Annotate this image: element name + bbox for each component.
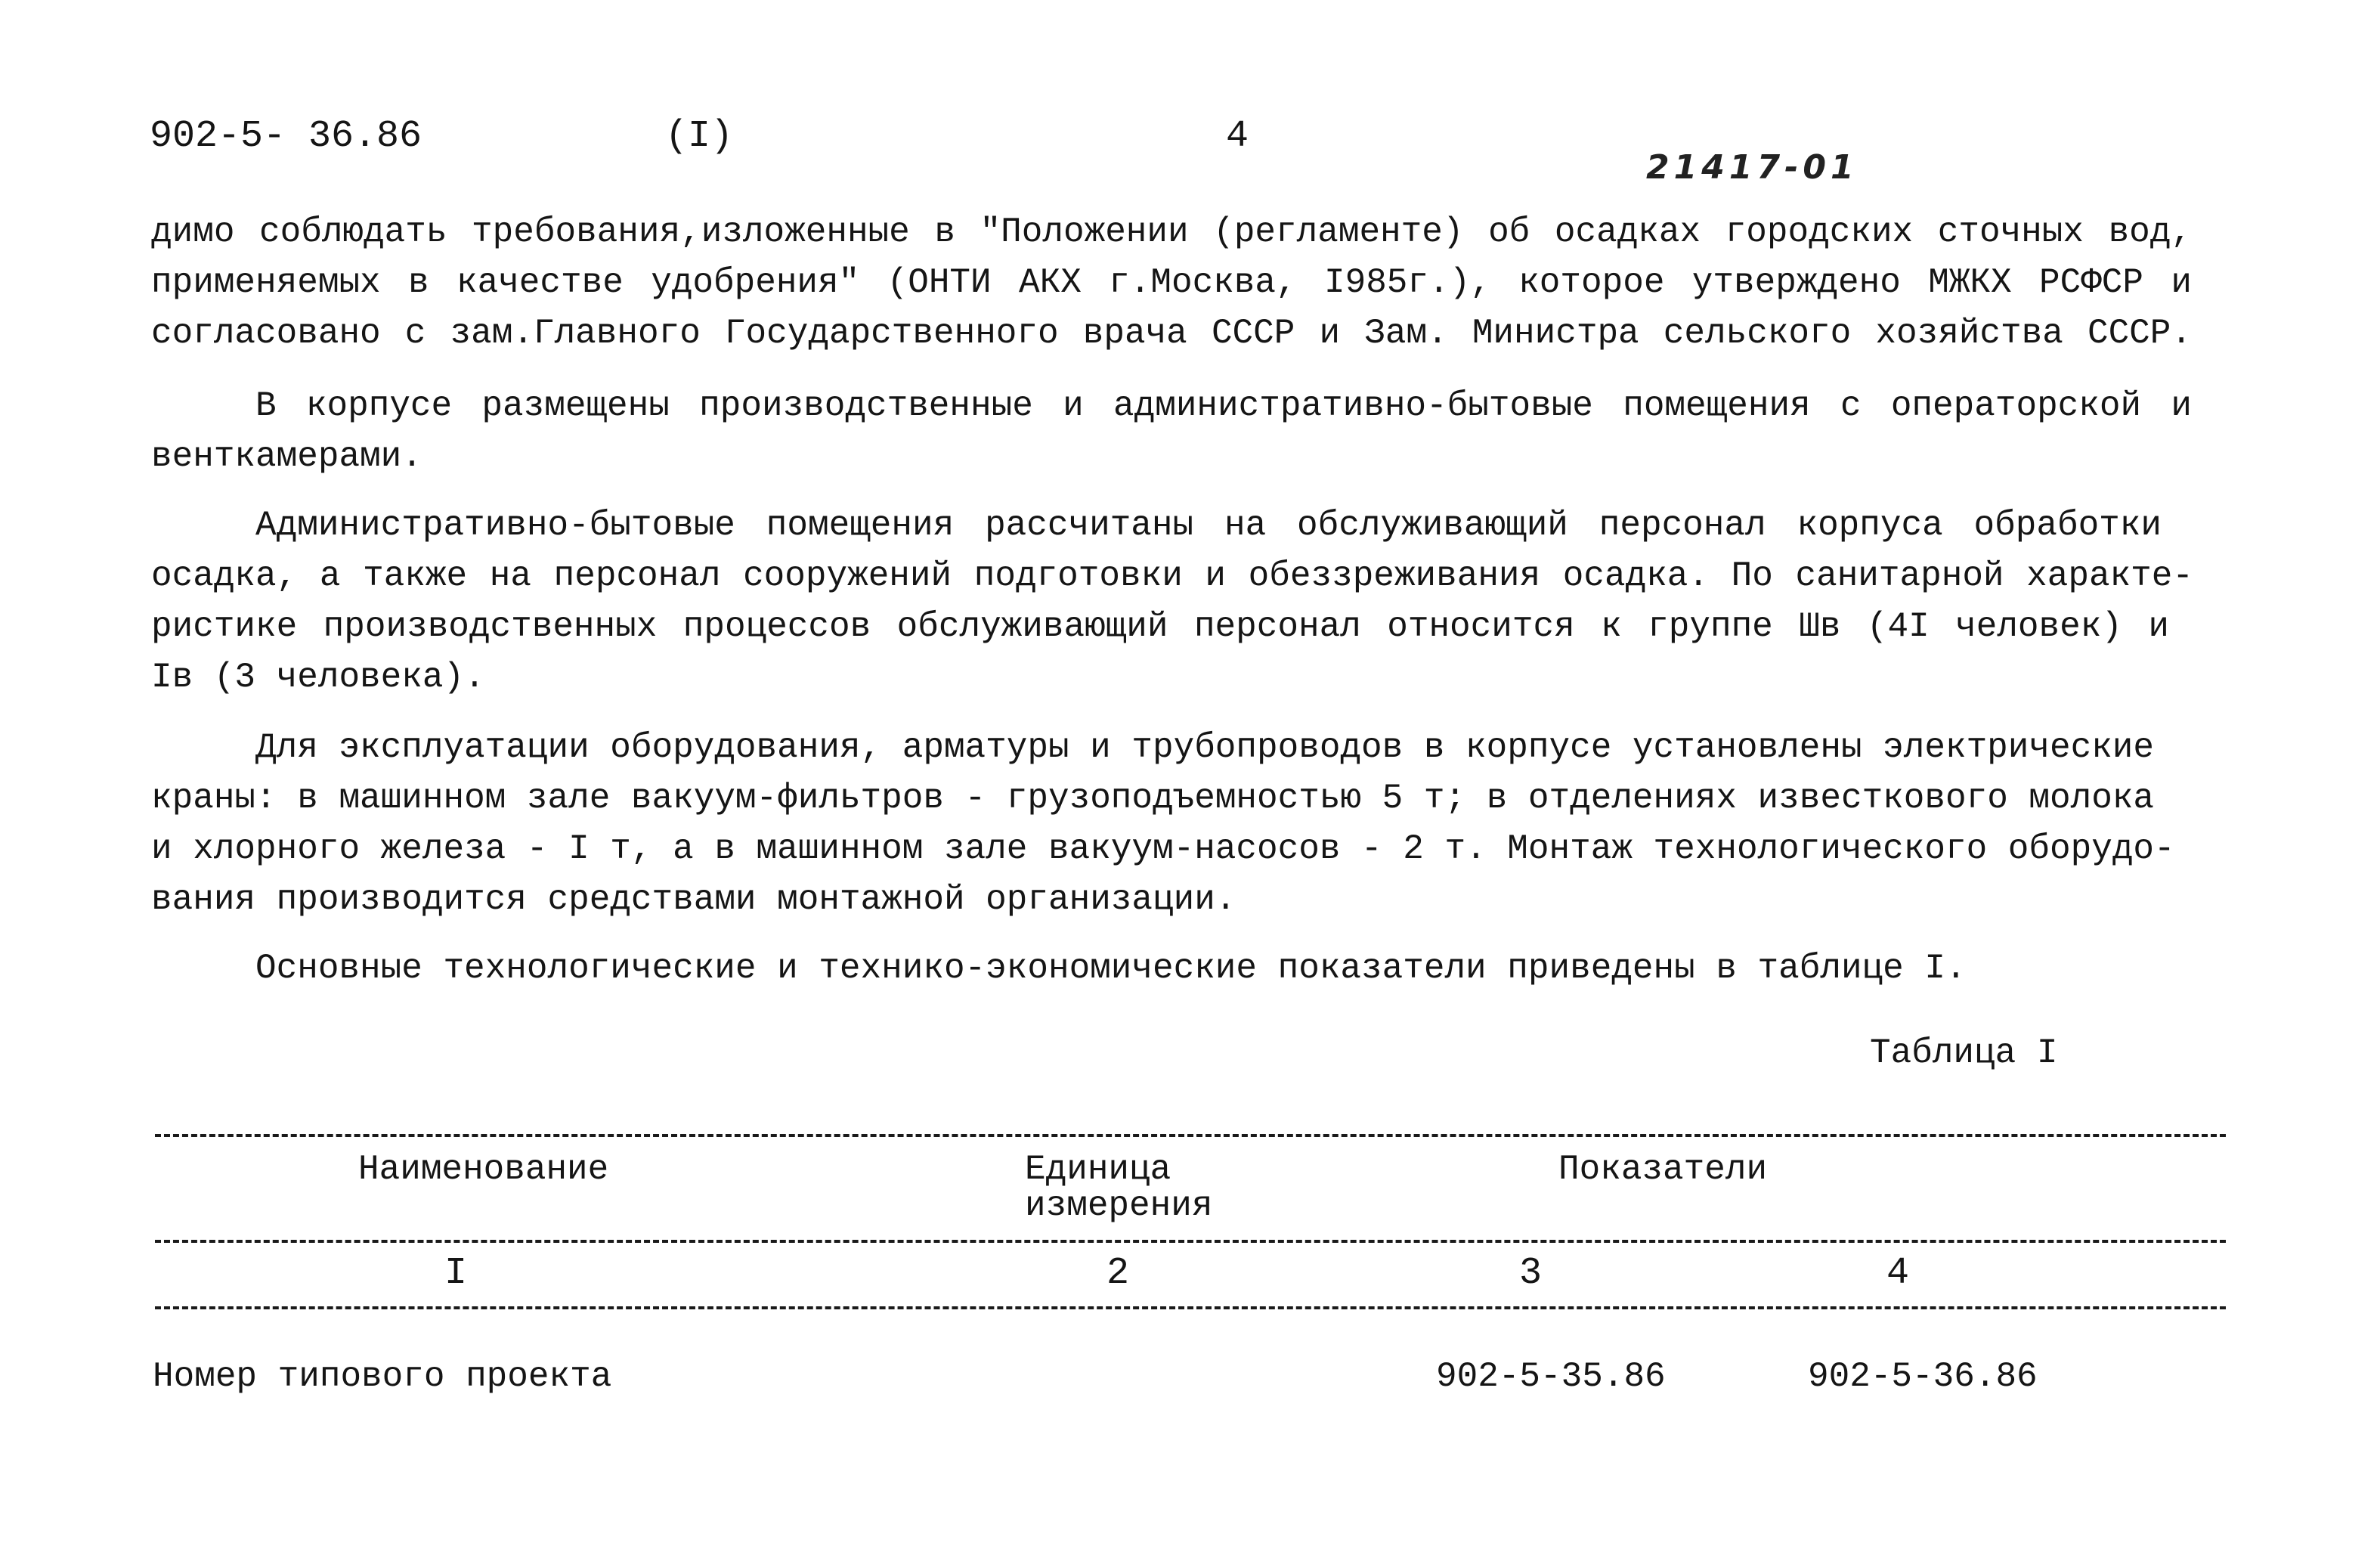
column-number-4: 4 [1886, 1252, 1910, 1295]
paragraph-4-line-2: краны: в машинном зале вакуум-фильтров - грузоподъемностью 5 т; в отделениях известкового молока [151, 779, 2155, 818]
paragraph-4-line-1: Для эксплуатации оборудования, арматуры и трубопроводов в корпусе установлены электрические [255, 728, 2155, 767]
paragraph-2-line-2: венткамерами. [151, 437, 422, 476]
column-header-unit-line-2: измерения [1025, 1186, 1213, 1225]
column-number-2: 2 [1106, 1252, 1130, 1295]
paragraph-3-line-2: осадка, а также на персонал сооружений подготовки и обеззреживания осадка. По санитарной характе- [151, 556, 2193, 596]
document-number: 902-5- 36.86 [150, 115, 422, 158]
document-part: (I) [665, 115, 734, 158]
paragraph-3-line-4: Iв (3 человека). [151, 658, 485, 697]
table-header-rule [155, 1240, 2226, 1243]
row-name: Номер типового проекта [153, 1357, 612, 1396]
table-caption: Таблица I [1870, 1033, 2058, 1073]
column-header-unit-line-1: Единица [1025, 1150, 1171, 1189]
table-top-rule [155, 1134, 2226, 1137]
column-number-3: 3 [1519, 1252, 1543, 1295]
page-number: 4 [1226, 115, 1249, 158]
paragraph-4-line-3: и хлорного железа - I т, а в машинном зале вакуум-насосов - 2 т. Монтаж технологического оборудо- [151, 829, 2175, 869]
paragraph-1-line-1: димо соблюдать требования,изложенные в "Положении (регламенте) об осадках городских сточных вод, [151, 212, 2192, 252]
inventory-stamp: 21417-01 [1646, 148, 1859, 187]
column-header-values: Показатели [1558, 1150, 1768, 1189]
paragraph-3-line-3: ристике производственных процессов обслуживающий персонал относится к группе Шв (4I человек) и [151, 607, 2169, 646]
paragraph-5-line-1: Основные технологические и технико-экономические показатели приведены в таблице I. [255, 949, 1967, 988]
row-value-3: 902-5-35.86 [1436, 1357, 1666, 1396]
paragraph-3-line-1: Административно-бытовые помещения рассчитаны на обслуживающий персонал корпуса обработки [255, 506, 2162, 545]
paragraph-1-line-2: применяемых в качестве удобрения" (ОНТИ АКХ г.Москва, I985г.), которое утверждено МЖКХ РСФСР и [151, 263, 2192, 302]
table-numbers-rule [155, 1306, 2226, 1309]
paragraph-2-line-1: В корпусе размещены производственные и административно-бытовые помещения с операторской и [255, 386, 2192, 426]
column-number-1: I [444, 1252, 468, 1295]
paragraph-4-line-4: вания производится средствами монтажной организации. [151, 880, 1236, 919]
row-value-4: 902-5-36.86 [1808, 1357, 2038, 1396]
column-header-name: Наименование [358, 1150, 609, 1189]
paragraph-1-line-3: согласовано с зам.Главного Государственного врача СССР и Зам. Министра сельского хозяйства СССР. [151, 314, 2192, 353]
